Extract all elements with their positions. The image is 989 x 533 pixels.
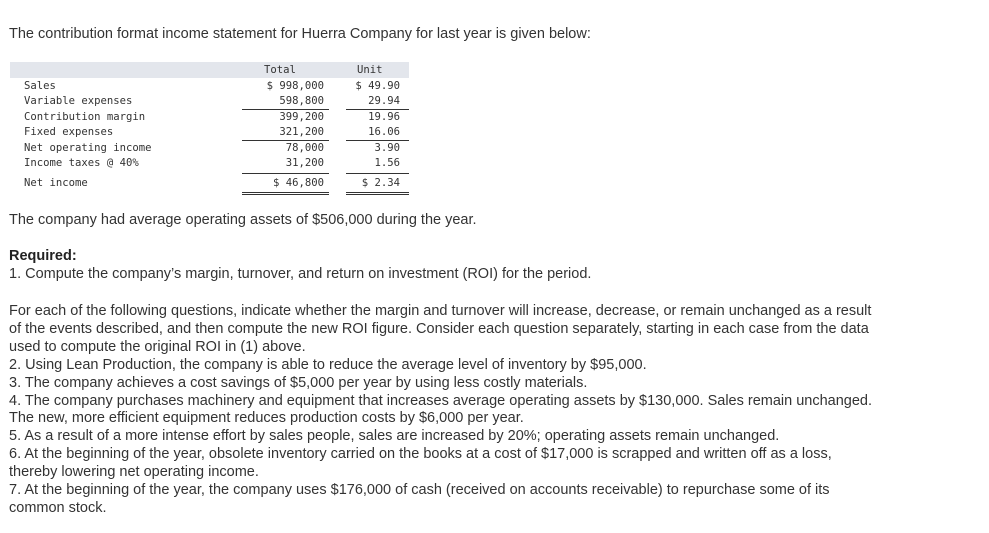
row-label-net-income: Net income — [24, 177, 88, 189]
question-line: 3. The company achieves a cost savings of $5,000 per year by using less costly materials. — [9, 374, 588, 391]
net-income-rule-unit — [346, 173, 409, 174]
double-rule-unit-2 — [346, 194, 409, 195]
question-line: of the events described, and then compute the new ROI figure. Consider each question separately, starting in each case from the data — [9, 320, 869, 337]
income-statement-table — [10, 62, 410, 194]
question-line: thereby lowering net operating income. — [9, 464, 259, 481]
row-unit-fixed-expenses: 16.06 — [368, 126, 400, 138]
row-label-income-taxes: Income taxes @ 40% — [24, 157, 139, 169]
subtotal-rule-unit — [346, 109, 409, 110]
subtotal-rule-total — [242, 109, 329, 110]
required-heading: Required: — [9, 248, 77, 264]
row-unit-net-income: $ 2.34 — [361, 177, 400, 189]
row-unit-variable-expenses: 29.94 — [368, 95, 400, 107]
net-income-rule-total — [242, 173, 329, 174]
row-total-variable-expenses: 598,800 — [279, 95, 324, 107]
row-unit-contribution-margin: 19.96 — [368, 111, 400, 123]
row-total-income-taxes: 31,200 — [285, 157, 324, 169]
double-rule-total-2 — [242, 194, 329, 195]
row-unit-sales: $ 49.90 — [355, 80, 400, 92]
row-label-sales: Sales — [24, 80, 56, 92]
row-total-sales: $ 998,000 — [266, 80, 324, 92]
double-rule-unit-1 — [346, 192, 409, 193]
row-total-contribution-margin: 399,200 — [279, 111, 324, 123]
question-line: For each of the following questions, indicate whether the margin and turnover will increase, decrease, or remain unchanged as a result — [9, 303, 872, 319]
question-line: 2. Using Lean Production, the company is able to reduce the average level of inventory by $95,000. — [9, 356, 647, 373]
row-label-variable-expenses: Variable expenses — [24, 95, 133, 107]
row-total-fixed-expenses: 321,200 — [279, 126, 324, 138]
required-item-1: 1. Compute the company’s margin, turnover, and return on investment (ROI) for the period. — [9, 266, 592, 282]
row-unit-income-taxes: 1.56 — [374, 157, 400, 169]
row-label-contribution-margin: Contribution margin — [24, 111, 146, 123]
question-line: The new, more efficient equipment reduces production costs by $6,000 per year. — [9, 410, 524, 427]
row-label-net-operating-income: Net operating income — [24, 142, 152, 154]
assets-note: The company had average operating assets of $506,000 during the year. — [9, 212, 477, 228]
row-label-fixed-expenses: Fixed expenses — [24, 126, 114, 138]
question-line: 4. The company purchases machinery and equipment that increases average operating assets by $130,000. Sales remain unchanged. — [9, 392, 873, 409]
intro-text: The contribution format income statement for Huerra Company for last year is given below: — [9, 26, 591, 42]
question-line: 7. At the beginning of the year, the company uses $176,000 of cash (received on accounts receivable) to repurchase some of its — [9, 482, 830, 499]
noi-rule-total — [242, 140, 329, 141]
row-unit-net-operating-income: 3.90 — [374, 142, 400, 154]
question-line: 5. As a result of a more intense effort by sales people, sales are increased by 20%; operating assets remain unchanged. — [9, 428, 780, 445]
row-total-net-operating-income: 78,000 — [285, 142, 324, 154]
row-total-net-income: $ 46,800 — [272, 177, 324, 189]
question-line: common stock. — [9, 499, 107, 516]
double-rule-total-1 — [242, 192, 329, 193]
header-total: Total — [264, 64, 296, 76]
header-unit: Unit — [357, 64, 383, 76]
questions-block — [9, 303, 969, 518]
noi-rule-unit — [346, 140, 409, 141]
question-line: 6. At the beginning of the year, obsolete inventory carried on the books at a cost of $17,000 is scrapped and written off as a loss, — [9, 446, 832, 463]
header-band — [10, 62, 409, 78]
question-line: used to compute the original ROI in (1) above. — [9, 338, 306, 355]
